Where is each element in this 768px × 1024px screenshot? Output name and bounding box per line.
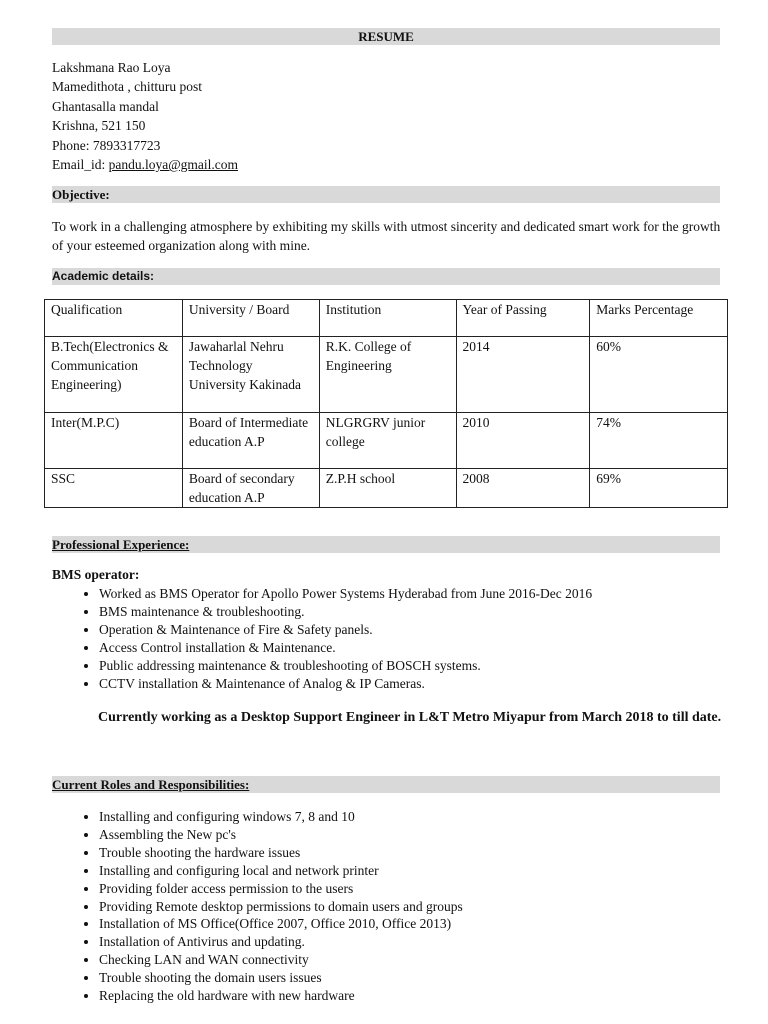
table-header-cell: University / Board: [182, 300, 319, 337]
list-item: • Installing and configuring local and network printer: [99, 862, 463, 880]
list-item: • Trouble shooting the hardware issues: [99, 844, 463, 862]
table-cell: R.K. College of Engineering: [319, 337, 456, 413]
table-cell: 60%: [590, 337, 728, 413]
table-cell: Board of Intermediate education A.P: [182, 413, 319, 469]
objective-heading: Objective:: [52, 186, 720, 203]
table-cell: 2010: [456, 413, 590, 469]
roles-heading: Current Roles and Responsibilities:: [52, 776, 720, 793]
list-item: • Replacing the old hardware with new hardware: [99, 987, 463, 1005]
contact-email-row: [52, 155, 238, 174]
list-item: • Installing and configuring windows 7, 8 and 10: [99, 808, 463, 826]
table-cell: B.Tech(Electronics & Communication Engineering): [45, 337, 183, 413]
list-item: • Trouble shooting the domain users issues: [99, 969, 463, 987]
roles-list: [77, 808, 463, 1005]
list-item: • Public addressing maintenance & troubleshooting of BOSCH systems.: [99, 657, 592, 675]
contact-phone: Phone: 7893317723: [52, 137, 161, 153]
contact-address-line-2: Ghantasalla mandal: [52, 98, 159, 114]
experience-role: BMS operator:: [52, 567, 140, 582]
table-cell: SSC: [45, 469, 183, 508]
list-item: • Providing Remote desktop permissions to domain users and groups: [99, 898, 463, 916]
list-item: • Providing folder access permission to the users: [99, 880, 463, 898]
contact-block: [52, 58, 238, 174]
table-row: [45, 337, 728, 413]
email-link[interactable]: pandu.loya@gmail.com: [108, 157, 239, 173]
email-label: Email_id:: [52, 157, 109, 173]
table-cell: Board of secondary education A.P: [182, 469, 319, 508]
list-item: • CCTV installation & Maintenance of Analog & IP Cameras.: [99, 675, 592, 693]
table-header-cell: Institution: [319, 300, 456, 337]
list-item: • Installation of MS Office(Office 2007, Office 2010, Office 2013): [99, 915, 463, 933]
table-row: [45, 413, 728, 469]
table-cell: 2008: [456, 469, 590, 508]
table-cell: Jawaharlal Nehru Technology University Kakinada: [182, 337, 319, 413]
table-cell: 69%: [590, 469, 728, 508]
table-cell: Inter(M.P.C): [45, 413, 183, 469]
academic-table: [44, 299, 728, 508]
table-header-cell: Year of Passing: [456, 300, 590, 337]
objective-text: To work in a challenging atmosphere by exhibiting my skills with utmost sincerity and dedicated smart work for the growth of your esteemed organization along with mine.: [52, 219, 721, 253]
contact-address-line-3: Krishna, 521 150: [52, 118, 146, 134]
table-row: [45, 469, 728, 508]
table-header-row: [45, 300, 728, 337]
table-header-cell: Marks Percentage: [590, 300, 728, 337]
current-position: Currently working as a Desktop Support Engineer in L&T Metro Miyapur from March 2018 to till date.: [98, 710, 722, 725]
list-item: • BMS maintenance & troubleshooting.: [99, 603, 592, 621]
contact-name: Lakshmana Rao Loya: [52, 60, 171, 75]
experience-heading: Professional Experience:: [52, 536, 720, 553]
list-item: • Checking LAN and WAN connectivity: [99, 951, 463, 969]
table-cell: 2014: [456, 337, 590, 413]
list-item: • Operation & Maintenance of Fire & Safety panels.: [99, 621, 592, 639]
list-item: • Installation of Antivirus and updating.: [99, 933, 463, 951]
table-cell: 74%: [590, 413, 728, 469]
table-header-cell: Qualification: [45, 300, 183, 337]
contact-address-line-1: Mamedithota , chitturu post: [52, 79, 202, 95]
table-cell: Z.P.H school: [319, 469, 456, 508]
list-item: • Worked as BMS Operator for Apollo Power Systems Hyderabad from June 2016-Dec 2016: [99, 585, 592, 603]
resume-title: RESUME: [52, 28, 720, 45]
experience-list: [77, 585, 592, 692]
table-cell: NLGRGRV junior college: [319, 413, 456, 469]
list-item: • Access Control installation & Maintenance.: [99, 639, 592, 657]
list-item: • Assembling the New pc's: [99, 826, 463, 844]
academic-heading: Academic details:: [52, 268, 720, 285]
